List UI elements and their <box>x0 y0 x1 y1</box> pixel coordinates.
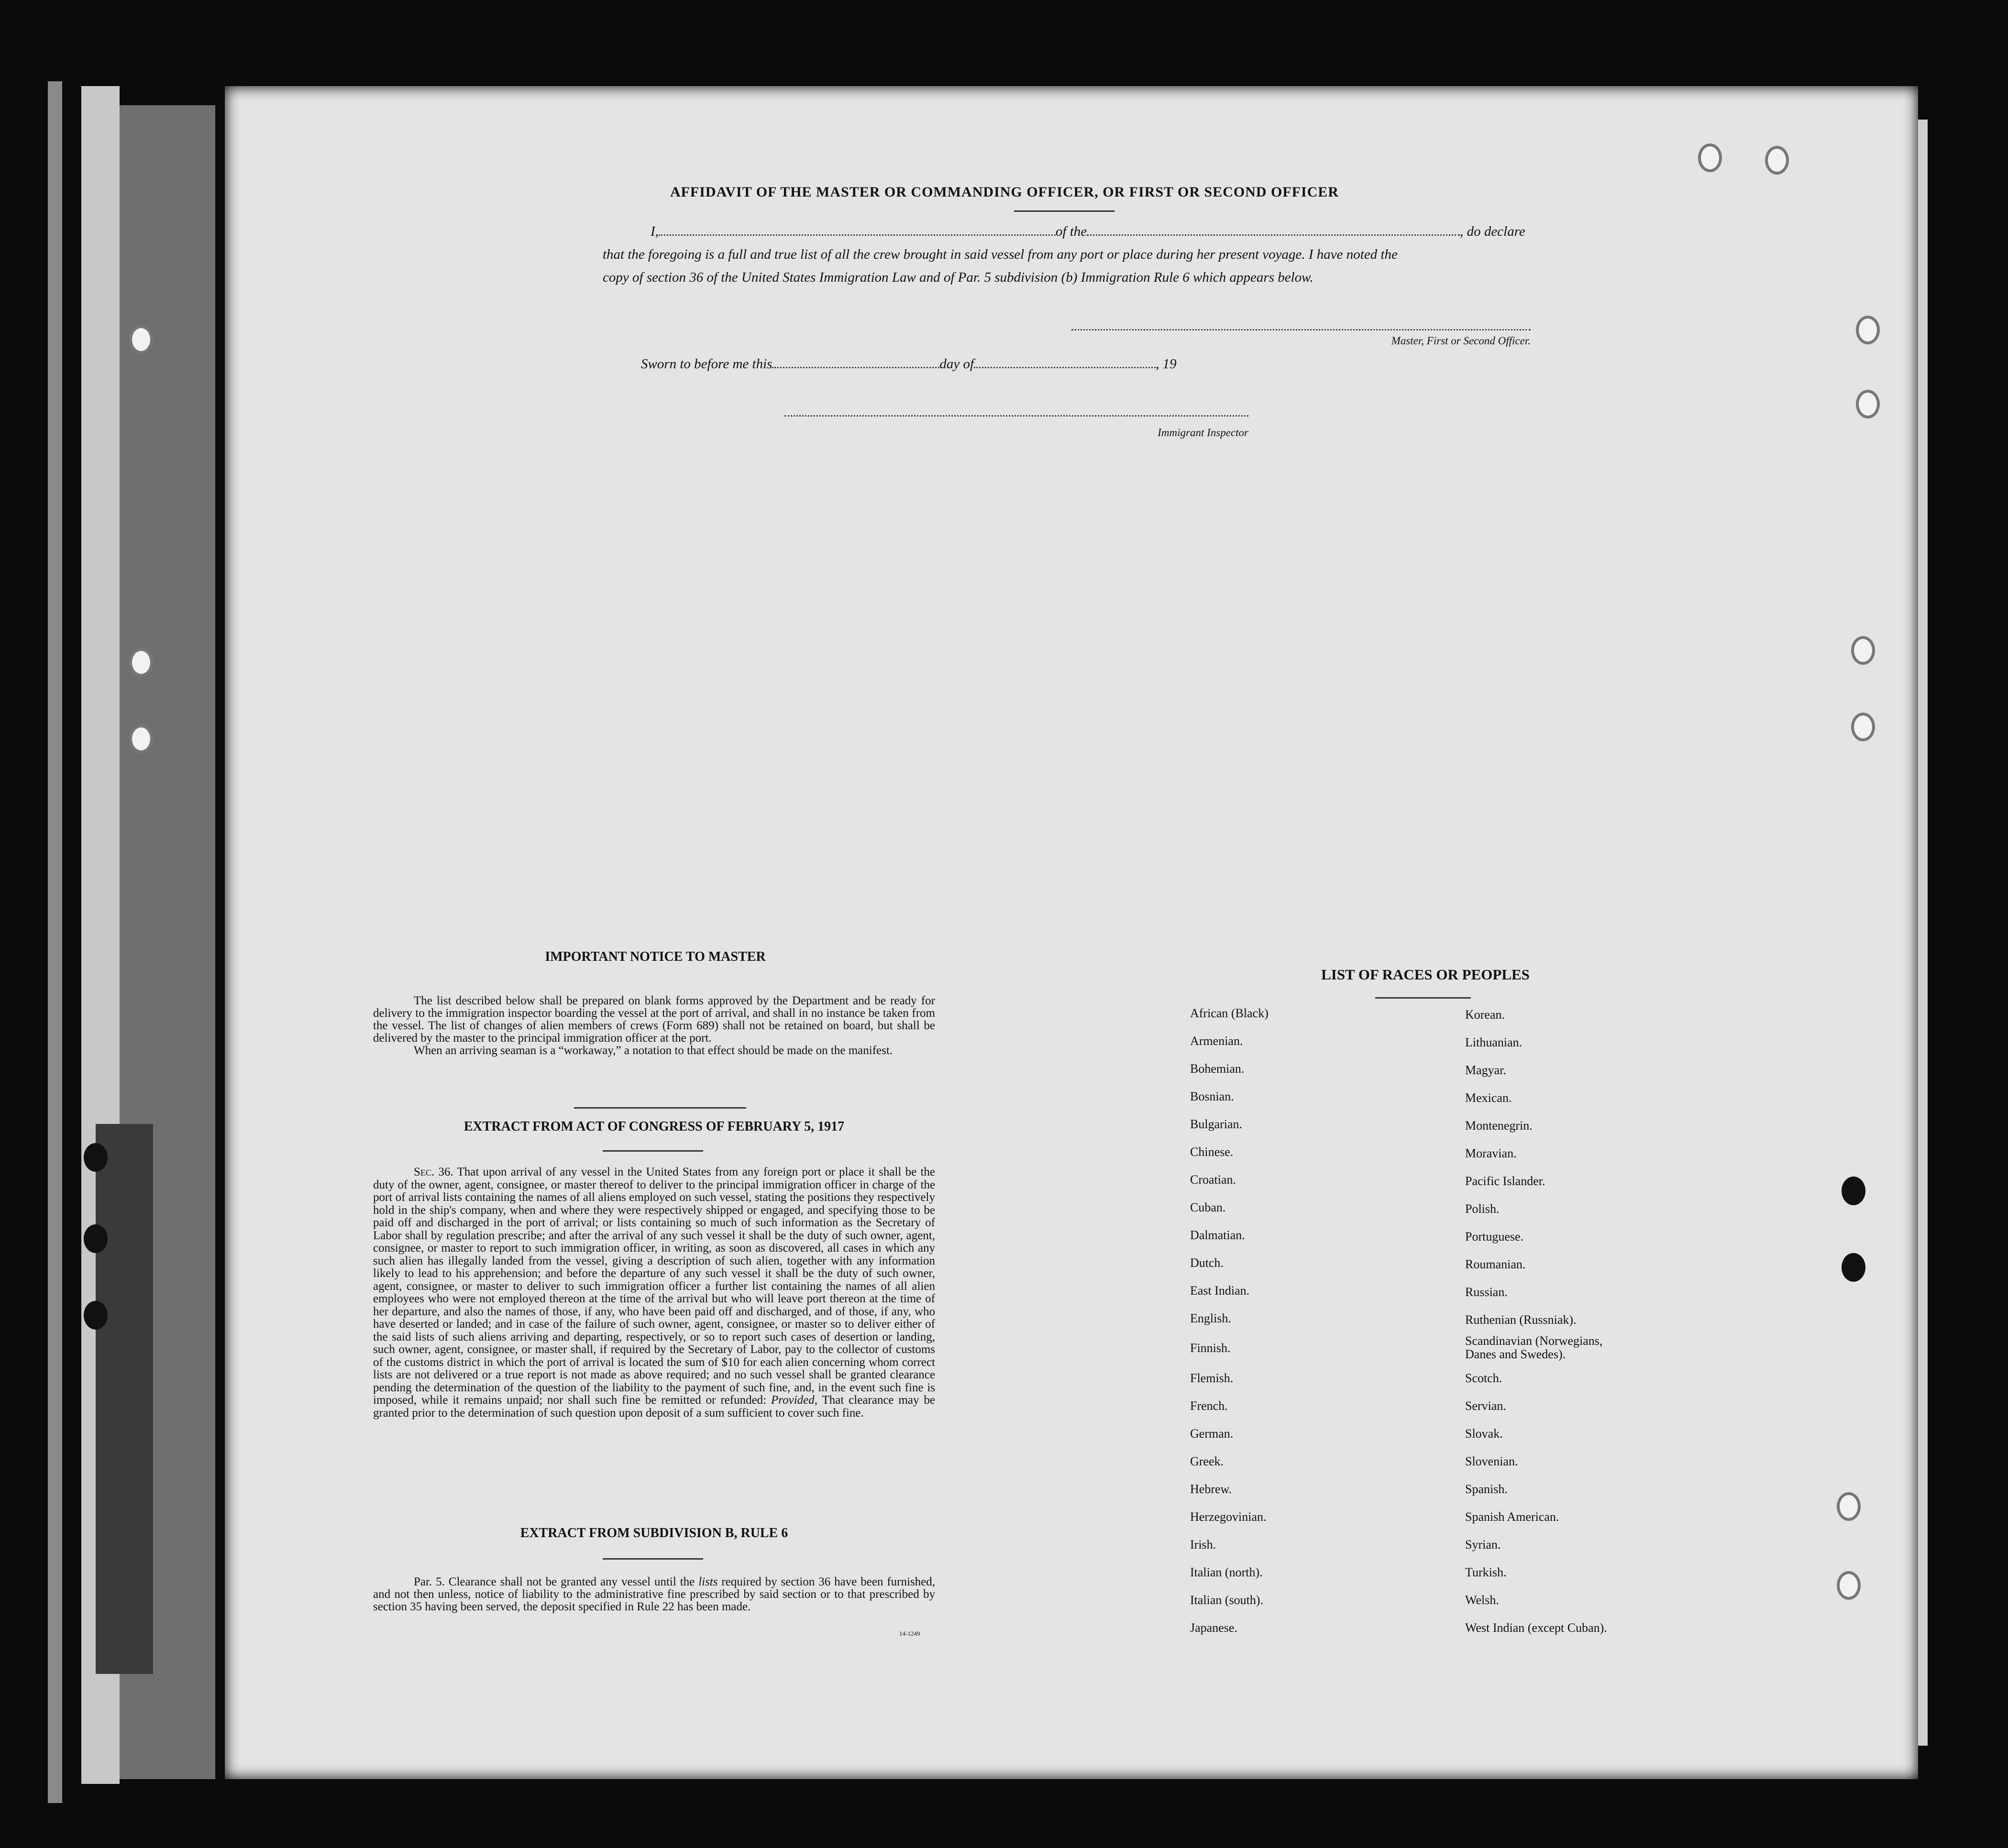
race-item: Chinese. <box>1190 1145 1234 1159</box>
section-divider <box>603 1558 703 1560</box>
punch-hole <box>1837 1571 1861 1600</box>
sworn-line <box>641 356 1263 372</box>
race-item: English. <box>1190 1311 1231 1325</box>
race-item: Flemish. <box>1190 1371 1234 1385</box>
race-item: Roumanian. <box>1465 1257 1526 1271</box>
race-item: Bulgarian. <box>1190 1117 1243 1131</box>
extract-rule-title: EXTRACT FROM SUBDIVISION B, RULE 6 <box>520 1526 788 1540</box>
punch-hole <box>84 1224 108 1253</box>
affidavit-line3: copy of section 36 of the United States Immigration Law and of Par. 5 subdivision (b) Immigration Rule 6 which appears below. <box>603 270 1313 285</box>
race-item: Slovenian. <box>1465 1454 1518 1468</box>
extract-rule-text: Par. 5. Clearance shall not be granted any vessel until the <box>414 1575 695 1588</box>
race-item: Dalmatian. <box>1190 1228 1245 1242</box>
race-item: Scotch. <box>1465 1371 1502 1385</box>
race-item: Korean. <box>1465 1008 1505 1022</box>
race-item: Mexican. <box>1465 1091 1512 1105</box>
punch-hole <box>1851 636 1875 665</box>
race-item: Servian. <box>1465 1399 1506 1413</box>
punch-hole <box>84 1301 108 1330</box>
punch-hole <box>1837 1492 1861 1521</box>
race-item: Japanese. <box>1190 1621 1237 1635</box>
race-item: Russian. <box>1465 1285 1508 1299</box>
punch-hole <box>84 1143 108 1172</box>
lists-word: lists <box>698 1575 718 1588</box>
race-item: French. <box>1190 1399 1228 1413</box>
race-item: Bohemian. <box>1190 1062 1245 1076</box>
sworn-year: , 19 <box>1156 356 1177 372</box>
race-item: Ruthenian (Russniak). <box>1465 1313 1577 1327</box>
punch-hole <box>1851 713 1875 741</box>
section-label: Sec. 36. <box>414 1166 453 1178</box>
sworn-prefix: Sworn to before me this <box>641 356 772 372</box>
binder-strip-dark <box>96 1124 153 1674</box>
affidavit-line2: that the foregoing is a full and true list of all the crew brought in said vessel from any port or place during her present voyage. I have noted the <box>603 247 1398 262</box>
sworn-day-of: day of <box>939 356 974 372</box>
race-item: Pacific Islander. <box>1465 1174 1545 1188</box>
race-item: Spanish. <box>1465 1482 1508 1496</box>
notice-para2: When an arriving seaman is a “workaway,” a notation to that effect should be made on the manifest. <box>414 1044 893 1057</box>
punch-hole <box>1842 1177 1865 1205</box>
name-blank[interactable] <box>659 234 1056 236</box>
race-item: Finnish. <box>1190 1341 1231 1355</box>
section-divider <box>574 1107 746 1109</box>
extract-act-text: That upon arrival of any vessel in the United States from any foreign port or place it shall be the duty of the owner, agent, consignee, or master thereof to deliver to the principal immigration officer in charge of the port of arrival lists containing the names of all aliens employed on such vessel, stating the positions they respectively hold in the ship's company, when and where they were respectively shipped or engaged, and specifying those to be paid off and discharged in the port of arrival; or lists containing so much of such information as the Secretary of Labor shall by regulation prescribe; and after the arrival of any such vessel it shall be the duty of such owner, agent, consignee, or master to report to such immigration officer, in writing, as soon as discovered, all cases in which any such alien has illegally landed from the vessel, giving a description of such alien, together with any information likely to lead to his apprehension; and before the departure of any such vessel it shall be the duty of such owner, agent, consignee, or master to deliver to such immigration officer a further list containing the names of all alien employees who were not employed thereon at the time of the arrival but who will leave port thereon at the time of her departure, and also the names of those, if any, who have been paid off and discharged, and of those, if any, who have deserted or landed; and in case of the failure of such owner, agent, consignee, or master so to deliver either of the said lists of such aliens arriving and departing, respectively, or so to report such cases of desertion or landing, such owner, agent, consignee, or master shall, if required by the Secretary of Labor, pay to the collector of customs of the customs district in which the port of arrival is located the sum of $10 for each alien concerning whom correct lists are not delivered or a true report is not made as above required; and no such vessel shall be granted clearance pending the determination of the question of the liability to the payment of such fine, and, in the event such fine is imposed, while it remains unpaid; nor shall such fine be remitted or refunded: <box>373 1166 935 1407</box>
race-item: East Indian. <box>1190 1284 1250 1298</box>
master-signature-line <box>1071 329 1531 330</box>
extract-act-title: EXTRACT FROM ACT OF CONGRESS OF FEBRUARY 5, 1917 <box>463 1119 845 1134</box>
race-item: Italian (south). <box>1190 1593 1264 1607</box>
race-item: Armenian. <box>1190 1034 1243 1048</box>
binder-strip-left <box>48 81 62 1803</box>
race-item: Scandinavian (Norwegians, Danes and Swedes). <box>1465 1334 1603 1361</box>
title-divider <box>1014 210 1114 212</box>
race-item: Welsh. <box>1465 1593 1499 1607</box>
sworn-month-blank[interactable] <box>974 367 1156 368</box>
punch-hole <box>1765 146 1789 175</box>
extract-rule-body <box>373 1576 935 1613</box>
race-item: Herzegovinian. <box>1190 1510 1267 1524</box>
inspector-signature-label: Immigrant Inspector <box>1158 427 1248 439</box>
race-item: Montenegrin. <box>1465 1119 1533 1133</box>
race-item: Slovak. <box>1465 1427 1503 1441</box>
provided-word: Provided, <box>771 1394 817 1407</box>
extract-act-body <box>373 1166 935 1419</box>
race-item: German. <box>1190 1427 1234 1441</box>
race-item: Portuguese. <box>1465 1230 1524 1243</box>
race-item: Bosnian. <box>1190 1089 1234 1103</box>
master-signature-label: Master, First or Second Officer. <box>1391 335 1531 347</box>
form-number: 14-1249 <box>899 1630 920 1637</box>
races-title: LIST OF RACES OR PEOPLES <box>1321 966 1530 983</box>
race-item: Moravian. <box>1465 1146 1517 1160</box>
notice-body <box>373 995 935 1057</box>
affidavit-of-the: of the <box>1055 224 1087 239</box>
punch-hole <box>129 648 153 677</box>
punch-hole <box>1698 143 1722 172</box>
race-item: Irish. <box>1190 1538 1216 1551</box>
affidavit-title: AFFIDAVIT OF THE MASTER OR COMMANDING OFFICER, OR FIRST OR SECOND OFFICER <box>670 184 1339 200</box>
race-item: Spanish American. <box>1465 1510 1559 1524</box>
punch-hole <box>1856 316 1880 344</box>
punch-hole <box>129 725 153 753</box>
inspector-signature-line <box>784 415 1248 417</box>
race-item: Croatian. <box>1190 1173 1236 1187</box>
race-item: Turkish. <box>1465 1565 1507 1579</box>
race-item: African (Black) <box>1190 1006 1269 1020</box>
race-item: Syrian. <box>1465 1538 1501 1551</box>
race-item: Lithuanian. <box>1465 1035 1523 1049</box>
punch-hole <box>1842 1253 1865 1282</box>
sworn-date-blank[interactable] <box>772 367 939 368</box>
section-divider <box>603 1150 703 1152</box>
punch-hole <box>1856 390 1880 418</box>
affidavit-declare: , do declare <box>1460 224 1525 239</box>
section-divider <box>1375 997 1471 999</box>
race-item: West Indian (except Cuban). <box>1465 1621 1607 1635</box>
race-item: Magyar. <box>1465 1063 1506 1077</box>
race-item: Dutch. <box>1190 1256 1224 1270</box>
race-item: Greek. <box>1190 1454 1224 1468</box>
race-item: Polish. <box>1465 1202 1500 1216</box>
affidavit-body <box>603 220 1535 289</box>
race-item: Italian (north). <box>1190 1565 1263 1579</box>
affidavit-i: I, <box>651 224 659 239</box>
notice-para1: The list described below shall be prepared on blank forms approved by the Department and be ready for delivery to the immigration inspector boarding the vessel at the port of arrival, and shall in no instance be taken from the vessel. The list of changes of alien members of crews (Form 689) shall not be retained on board, but shall be delivered by the master to the principal immigration officer at the port. <box>373 994 935 1045</box>
race-item: Cuban. <box>1190 1200 1226 1214</box>
punch-hole <box>129 325 153 354</box>
extract-act-text-end: That clearance may be granted prior to the determination of such question upon deposit of a sum sufficient to cover such fine. <box>373 1394 935 1419</box>
race-item: Hebrew. <box>1190 1482 1232 1496</box>
notice-title: IMPORTANT NOTICE TO MASTER <box>545 949 766 964</box>
vessel-blank[interactable] <box>1087 234 1460 236</box>
extract-rule-text-end: required by section 36 have been furnished, and not then unless, notice of liability to the administrative fine prescribed by said section or to that prescribed by section 35 having been served, the deposit specified in Rule 22 has been made. <box>373 1575 936 1613</box>
